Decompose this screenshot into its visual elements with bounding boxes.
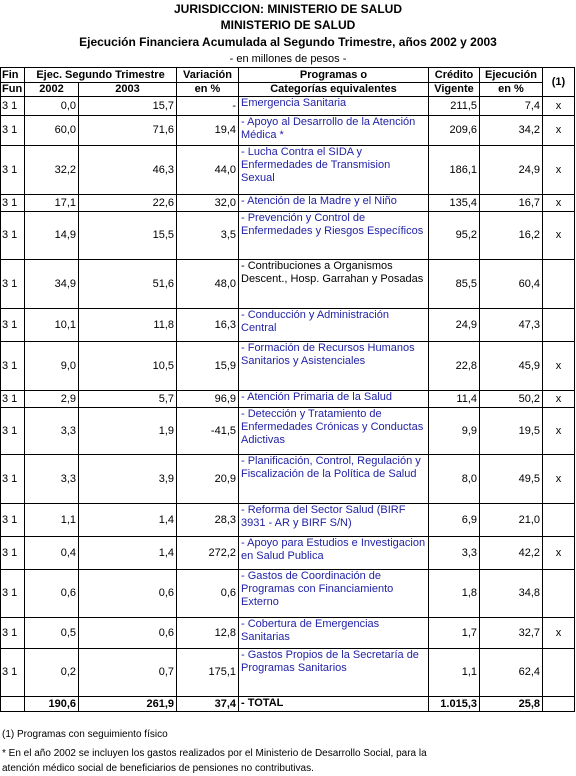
total-fin-cell (1, 697, 25, 712)
execution-cell: 60,4 (480, 260, 543, 309)
footnote-2: * En el año 2002 se incluyen los gastos realizados por el Ministerio de Desarrollo Social, para la (2, 748, 427, 759)
table-row (1, 455, 575, 504)
table-row (1, 212, 575, 260)
tracking-mark-cell (543, 504, 575, 537)
tracking-mark-cell: x (543, 146, 575, 195)
fin-fun-cell: 3 1 (1, 618, 25, 649)
col-2003: 2003 (79, 83, 177, 97)
credit-cell: 85,5 (429, 260, 480, 309)
value-2003-cell: 11,8 (79, 309, 177, 342)
value-2002-cell: 0,6 (25, 570, 79, 618)
table-row (1, 97, 575, 116)
variation-cell: 28,3 (177, 504, 239, 537)
credit-cell: 24,9 (429, 309, 480, 342)
variation-cell: 0,6 (177, 570, 239, 618)
variation-cell: 272,2 (177, 537, 239, 570)
ministry-title: MINISTERIO DE SALUD (220, 18, 356, 32)
value-2003-cell: 1,9 (79, 408, 177, 455)
program-name-cell: - Apoyo al Desarrollo de la Atención Médica * (239, 116, 429, 146)
tracking-mark-cell: x (543, 455, 575, 504)
value-2003-cell: 15,7 (79, 97, 177, 116)
execution-cell: 7,4 (480, 97, 543, 116)
variation-cell: 16,3 (177, 309, 239, 342)
execution-cell: 47,3 (480, 309, 543, 342)
program-name-cell: - Formación de Recursos Humanos Sanitarios y Asistenciales (239, 342, 429, 391)
credit-cell: 1,7 (429, 618, 480, 649)
value-2002-cell: 14,9 (25, 212, 79, 260)
program-name-cell: - Atención Primaria de la Salud (239, 391, 429, 408)
program-name-cell: - Conducción y Administración Central (239, 309, 429, 342)
variation-cell: 44,0 (177, 146, 239, 195)
variation-cell: 32,0 (177, 195, 239, 212)
fin-fun-cell: 3 1 (1, 455, 25, 504)
header-row-1 (1, 68, 575, 83)
variation-cell: 20,9 (177, 455, 239, 504)
tracking-mark-cell: x (543, 97, 575, 116)
tracking-mark-cell (543, 309, 575, 342)
tracking-mark-cell (543, 260, 575, 309)
table-row (1, 116, 575, 146)
value-2003-cell: 51,6 (79, 260, 177, 309)
units-note: - en millones de pesos - (229, 53, 347, 65)
variation-cell: 15,9 (177, 342, 239, 391)
credit-cell: 1,8 (429, 570, 480, 618)
tracking-mark-cell (543, 570, 575, 618)
value-2003-cell: 15,5 (79, 212, 177, 260)
value-2003-cell: 46,3 (79, 146, 177, 195)
credit-cell: 135,4 (429, 195, 480, 212)
table-row (1, 342, 575, 391)
value-2002-cell: 0,4 (25, 537, 79, 570)
fin-fun-cell: 3 1 (1, 391, 25, 408)
credit-cell: 211,5 (429, 97, 480, 116)
fin-fun-cell: 3 1 (1, 195, 25, 212)
execution-cell: 34,2 (480, 116, 543, 146)
value-2003-cell: 1,4 (79, 504, 177, 537)
variation-cell: 3,5 (177, 212, 239, 260)
table-row (1, 537, 575, 570)
value-2003-cell: 0,6 (79, 618, 177, 649)
col-ejec-pct-2: en % (480, 83, 543, 97)
execution-cell: 62,4 (480, 649, 543, 697)
fin-fun-cell: 3 1 (1, 342, 25, 391)
table-row (1, 618, 575, 649)
variation-cell: 175,1 (177, 649, 239, 697)
col-prog-cat: Categorías equivalentes (239, 83, 429, 97)
credit-cell: 1,1 (429, 649, 480, 697)
tracking-mark-cell: x (543, 618, 575, 649)
execution-cell: 50,2 (480, 391, 543, 408)
col-ejec-pct: Ejecución (480, 68, 543, 83)
tracking-mark-cell: x (543, 212, 575, 260)
value-2002-cell: 32,2 (25, 146, 79, 195)
credit-cell: 6,9 (429, 504, 480, 537)
value-2002-cell: 60,0 (25, 116, 79, 146)
fin-fun-cell: 3 1 (1, 116, 25, 146)
variation-cell: 96,9 (177, 391, 239, 408)
execution-cell: 45,9 (480, 342, 543, 391)
program-name-cell: - Lucha Contra el SIDA y Enfermedades de Transmision Sexual (239, 146, 429, 195)
table-row (1, 146, 575, 195)
variation-cell: - (177, 97, 239, 116)
value-2003-cell: 0,6 (79, 570, 177, 618)
footnote-3: atención médico social de beneficiarios de pensiones no contributivas. (2, 763, 314, 774)
variation-cell: 19,4 (177, 116, 239, 146)
footnote-1: (1) Programas con seguimiento físico (2, 729, 168, 740)
program-name-cell: - Atención de la Madre y el Niño (239, 195, 429, 212)
col-var-pct: en % (177, 83, 239, 97)
table-row (1, 504, 575, 537)
execution-table (0, 67, 575, 712)
credit-cell: 3,3 (429, 537, 480, 570)
col-cred-vig: Vigente (429, 83, 480, 97)
header-row-2 (1, 83, 575, 97)
fin-fun-cell: 3 1 (1, 408, 25, 455)
tracking-mark-cell: x (543, 116, 575, 146)
col-prog: Programas o (239, 68, 429, 83)
value-2002-cell: 3,3 (25, 408, 79, 455)
execution-cell: 21,0 (480, 504, 543, 537)
fin-fun-cell: 3 1 (1, 570, 25, 618)
table-row (1, 408, 575, 455)
value-2003-cell: 22,6 (79, 195, 177, 212)
credit-cell: 209,6 (429, 116, 480, 146)
col-cred: Crédito (429, 68, 480, 83)
execution-cell: 42,2 (480, 537, 543, 570)
fin-fun-cell: 3 1 (1, 97, 25, 116)
value-2002-cell: 0,0 (25, 97, 79, 116)
value-2002-cell: 34,9 (25, 260, 79, 309)
fin-fun-cell: 3 1 (1, 309, 25, 342)
table-row (1, 309, 575, 342)
value-2002-cell: 1,1 (25, 504, 79, 537)
tracking-mark-cell (543, 649, 575, 697)
program-name-cell: - Reforma del Sector Salud (BIRF 3931 - AR y BIRF S/N) (239, 504, 429, 537)
col-var: Variación (177, 68, 239, 83)
report-title: JURISDICCION: MINISTERIO DE SALUD (173, 2, 402, 16)
value-2002-cell: 0,5 (25, 618, 79, 649)
program-name-cell: - Gastos Propios de la Secretaría de Programas Sanitarios (239, 649, 429, 697)
value-2002-cell: 10,1 (25, 309, 79, 342)
tracking-mark-cell: x (543, 342, 575, 391)
col-2002: 2002 (25, 83, 79, 97)
credit-cell: 9,9 (429, 408, 480, 455)
value-2003-cell: 5,7 (79, 391, 177, 408)
execution-cell: 34,8 (480, 570, 543, 618)
total-mark-cell (543, 697, 575, 712)
table-row (1, 391, 575, 408)
fin-fun-cell: 3 1 (1, 260, 25, 309)
value-2003-cell: 3,9 (79, 455, 177, 504)
total-2002-cell: 190,6 (25, 697, 79, 712)
report-subtitle: Ejecución Financiera Acumulada al Segundo Trimestre, años 2002 y 2003 (79, 35, 497, 49)
fin-fun-cell: 3 1 (1, 212, 25, 260)
program-name-cell: - Gastos de Coordinación de Programas con Financiamiento Externo (239, 570, 429, 618)
execution-cell: 49,5 (480, 455, 543, 504)
table-row (1, 260, 575, 309)
program-name-cell: - Planificación, Control, Regulación y Fiscalización de la Política de Salud (239, 455, 429, 504)
credit-cell: 11,4 (429, 391, 480, 408)
table-row (1, 649, 575, 697)
variation-cell: -41,5 (177, 408, 239, 455)
execution-cell: 32,7 (480, 618, 543, 649)
credit-cell: 8,0 (429, 455, 480, 504)
program-name-cell: - Detección y Tratamiento de Enfermedades Crónicas y Conductas Adictivas (239, 408, 429, 455)
execution-cell: 19,5 (480, 408, 543, 455)
tracking-mark-cell: x (543, 537, 575, 570)
fin-fun-cell: 3 1 (1, 649, 25, 697)
total-variation-cell: 37,4 (177, 697, 239, 712)
col-ejec: Ejec. Segundo Trimestre (25, 68, 177, 83)
fin-fun-cell: 3 1 (1, 537, 25, 570)
tracking-mark-cell: x (543, 408, 575, 455)
value-2003-cell: 10,5 (79, 342, 177, 391)
col-fun: Fun (1, 83, 25, 97)
total-2003-cell: 261,9 (79, 697, 177, 712)
credit-cell: 186,1 (429, 146, 480, 195)
col-mark: (1) (543, 68, 575, 97)
execution-cell: 16,2 (480, 212, 543, 260)
total-label-cell: - TOTAL (239, 697, 429, 712)
value-2003-cell: 0,7 (79, 649, 177, 697)
value-2002-cell: 9,0 (25, 342, 79, 391)
execution-cell: 16,7 (480, 195, 543, 212)
program-name-cell: - Apoyo para Estudios e Investigacion en Salud Publica (239, 537, 429, 570)
total-row (1, 697, 575, 712)
col-fin: Fin (1, 68, 25, 83)
program-name-cell: - Cobertura de Emergencias Sanitarias (239, 618, 429, 649)
variation-cell: 12,8 (177, 618, 239, 649)
program-name-cell: Emergencia Sanitaria (239, 97, 429, 116)
program-name-cell: - Contribuciones a Organismos Descent., Hosp. Garrahan y Posadas (239, 260, 429, 309)
tracking-mark-cell: x (543, 391, 575, 408)
value-2002-cell: 17,1 (25, 195, 79, 212)
credit-cell: 22,8 (429, 342, 480, 391)
variation-cell: 48,0 (177, 260, 239, 309)
tracking-mark-cell: x (543, 195, 575, 212)
value-2003-cell: 1,4 (79, 537, 177, 570)
fin-fun-cell: 3 1 (1, 146, 25, 195)
total-execution-cell: 25,8 (480, 697, 543, 712)
program-name-cell: - Prevención y Control de Enfermedades y Riesgos Específicos (239, 212, 429, 260)
value-2002-cell: 2,9 (25, 391, 79, 408)
value-2003-cell: 71,6 (79, 116, 177, 146)
total-credit-cell: 1.015,3 (429, 697, 480, 712)
table-row (1, 570, 575, 618)
table-row (1, 195, 575, 212)
value-2002-cell: 0,2 (25, 649, 79, 697)
execution-cell: 24,9 (480, 146, 543, 195)
credit-cell: 95,2 (429, 212, 480, 260)
fin-fun-cell: 3 1 (1, 504, 25, 537)
value-2002-cell: 3,3 (25, 455, 79, 504)
